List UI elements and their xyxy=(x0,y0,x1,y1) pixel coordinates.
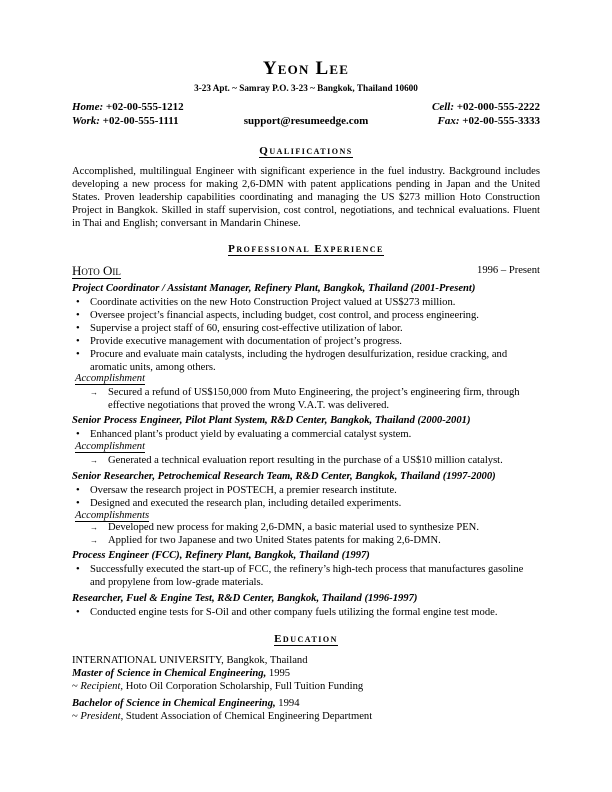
note-tilde: ~ xyxy=(72,711,78,722)
experience-heading xyxy=(0,243,612,255)
note-role: Recipient, xyxy=(80,681,124,692)
list-item: • Supervise a project staff of 60, ensuring cost-effective utilization of labor. xyxy=(72,322,532,335)
home-phone xyxy=(72,101,184,113)
degree-masters-title: Master of Science in Chemical Engineering, xyxy=(72,668,267,679)
education-heading xyxy=(0,633,612,645)
accomplishment-label xyxy=(75,373,145,384)
company-dates: 1996 – Present xyxy=(477,265,540,276)
list-item: • Provide executive management with documentation of project’s progress. xyxy=(72,335,532,348)
degree-masters-year: 1995 xyxy=(268,668,291,679)
role-bullets xyxy=(72,484,532,510)
home-phone-label: Home: xyxy=(72,101,104,113)
degree-bachelors-title: Bachelor of Science in Chemical Engineering, xyxy=(72,698,276,709)
list-item: • Designed and executed the research plan, including detailed experiments. xyxy=(72,497,532,510)
degree-masters-note xyxy=(72,680,363,693)
company-name xyxy=(72,263,121,279)
accomplishment-label-text: Accomplishment xyxy=(75,373,146,384)
accomplishment-label xyxy=(75,510,149,521)
list-item: • Procure and evaluate main catalysts, including the hydrogen desulfurization, residue cracking, and aromatic units, among others. xyxy=(72,348,532,374)
fax-value: +02-00-555-3333 xyxy=(462,115,540,127)
list-item: • Successfully executed the start-up of FCC, the refinery’s high-tech process that manufactures gasoline and propylene from low-grade materials. xyxy=(72,563,532,589)
fax-number xyxy=(437,115,540,127)
cell-phone xyxy=(432,101,540,113)
role-title: Researcher, Fuel & Engine Test, R&D Center, Bangkok, Thailand (1996-1997) xyxy=(72,593,418,604)
list-item: • Oversaw the research project in POSTECH, a premier research institute. xyxy=(72,484,532,497)
list-item: → Secured a refund of US$150,000 from Muto Engineering, the project’s engineering firm, through effective negotiations that proved the wrong V.A.T. was delivered. xyxy=(90,386,530,412)
list-item: → Applied for two Japanese and two United States patents for making 2,6-DMN. xyxy=(90,534,530,547)
experience-title: Professional Experience xyxy=(228,243,384,255)
role-bullets xyxy=(72,296,532,374)
work-phone-value: +02-00-555-1111 xyxy=(102,115,179,127)
company-name-text: Hoto Oil xyxy=(72,263,121,278)
list-item: • Enhanced plant’s product yield by evaluating a commercial catalyst system. xyxy=(72,428,532,441)
role-title: Senior Researcher, Petrochemical Research Team, R&D Center, Bangkok, Thailand (1997-2000) xyxy=(72,471,496,482)
accomplishment-list xyxy=(90,521,530,547)
candidate-name: Yeon Lee xyxy=(262,58,350,79)
home-phone-value: +02-00-555-1212 xyxy=(105,101,184,113)
qualifications-summary: Accomplished, multilingual Engineer with significant experience in the fuel industry. Background includes developing a new process for making 2,6-DMN with patent applications pending in Japan and the United States. Proven leadership capabilities coordinating and managing the US $273 million Hoto Construction Project in Bangkok. Skilled in staff supervision, cost control, negotiations, and technical evaluations. Fluent in Thai and English; conversant in Mandarin Chinese. xyxy=(72,166,540,229)
note-role: President, xyxy=(80,711,124,722)
role-title: Senior Process Engineer, Pilot Plant System, R&D Center, Bangkok, Thailand (2000-2001) xyxy=(72,415,471,426)
accomplishment-label-text: Accomplishments xyxy=(75,510,150,521)
accomplishment-list xyxy=(90,454,530,467)
accomplishment-label xyxy=(75,441,145,452)
email-value[interactable]: support@resumeedge.com xyxy=(243,115,369,127)
list-item: → Developed new process for making 2,6-DMN, a basic material used to synthesize PEN. xyxy=(90,521,530,534)
note-tilde: ~ xyxy=(72,681,78,692)
candidate-address: 3-23 Apt. ~ Samray P.O. 3-23 ~ Bangkok, Thailand 10600 xyxy=(194,83,418,93)
list-item: • Oversee project’s financial aspects, including budget, cost control, and process engineering. xyxy=(72,309,532,322)
education-title: Education xyxy=(274,633,338,645)
degree-masters xyxy=(72,667,290,680)
role-title: Process Engineer (FCC), Refinery Plant, Bangkok, Thailand (1997) xyxy=(72,550,370,561)
accomplishment-label-text: Accomplishment xyxy=(75,441,146,452)
qualifications-title: Qualifications xyxy=(259,145,353,157)
role-title: Project Coordinator / Assistant Manager, Refinery Plant, Bangkok, Thailand (2001-Present) xyxy=(72,283,476,294)
work-phone-label: Work: xyxy=(72,115,100,127)
role-bullets xyxy=(72,428,532,441)
fax-label: Fax: xyxy=(437,115,460,127)
list-item: → Generated a technical evaluation report resulting in the purchase of a US$10 million catalyst. xyxy=(90,454,530,467)
cell-phone-label: Cell: xyxy=(431,101,454,113)
note-text: Hoto Oil Corporation Scholarship, Full Tuition Funding xyxy=(125,681,364,692)
degree-bachelors-note xyxy=(72,710,372,723)
degree-bachelors-year: 1994 xyxy=(278,698,300,709)
qualifications-heading xyxy=(0,145,612,157)
list-item: • Coordinate activities on the new Hoto Construction Project valued at US$273 million. xyxy=(72,296,532,309)
school-name: INTERNATIONAL UNIVERSITY, Bangkok, Thailand xyxy=(72,655,308,666)
cell-phone-value: +02-000-555-2222 xyxy=(456,101,540,113)
role-bullets xyxy=(72,563,532,589)
role-bullets xyxy=(72,606,532,619)
degree-bachelors xyxy=(72,697,299,710)
list-item: • Conducted engine tests for S-Oil and other company fuels utilizing the formal engine test mode. xyxy=(72,606,532,619)
note-text: Student Association of Chemical Engineering Department xyxy=(125,711,373,722)
accomplishment-list xyxy=(90,386,530,412)
